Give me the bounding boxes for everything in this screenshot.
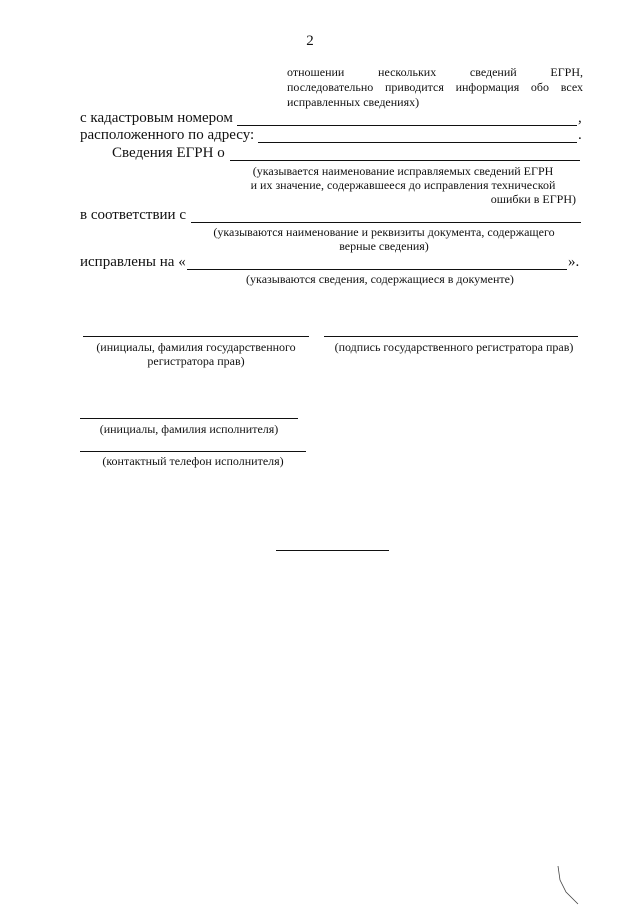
registrar-name-caption xyxy=(83,340,309,368)
corrected-end: ». xyxy=(568,254,580,270)
egrn-info-field[interactable] xyxy=(230,160,580,161)
cadastral-number-end: , xyxy=(578,110,582,126)
accordance-field[interactable] xyxy=(191,222,581,223)
registrar-name-caption-line-1: (инициалы, фамилия государственного xyxy=(96,340,296,354)
address-label: расположенного по адресу: xyxy=(80,127,255,143)
egrn-info-hint xyxy=(222,164,584,206)
egrn-info-hint-line-1: (указывается наименование исправляемых сведений ЕГРН xyxy=(252,164,554,178)
egrn-info-hint-line-2: и их значение, содержавшееся до исправления технической xyxy=(250,178,556,192)
corrected-hint: (указываются сведения, содержащиеся в документе) xyxy=(246,272,514,286)
registrar-signature-caption: (подпись государственного регистратора прав) xyxy=(334,340,574,354)
registrar-name-field[interactable] xyxy=(83,336,309,337)
intro-note xyxy=(287,65,583,110)
page-number: 2 xyxy=(306,33,314,49)
corrected-label: исправлены на « xyxy=(80,254,186,270)
scan-edge-mark xyxy=(552,866,582,905)
closing-separator xyxy=(276,550,389,551)
executor-name-caption: (инициалы, фамилия исполнителя) xyxy=(99,422,279,436)
intro-note-line-3: исправленных сведениях) xyxy=(287,95,420,109)
corrected-field[interactable] xyxy=(187,269,567,270)
cadastral-number-field[interactable] xyxy=(237,125,577,126)
executor-phone-field[interactable] xyxy=(80,451,306,452)
registrar-name-caption-line-2: регистратора прав) xyxy=(147,354,245,368)
address-field[interactable] xyxy=(258,142,577,143)
accordance-hint-line-2: верные сведения) xyxy=(339,239,429,253)
egrn-info-hint-line-3: ошибки в ЕГРН) xyxy=(490,192,576,206)
cadastral-number-label: с кадастровым номером xyxy=(80,110,233,126)
intro-note-line-2: последовательно приводится информация обо всех xyxy=(287,80,583,94)
intro-note-line-1: отношении нескольких сведений ЕГРН, xyxy=(287,65,583,79)
accordance-hint-line-1: (указываются наименование и реквизиты документа, содержащего xyxy=(213,225,555,239)
accordance-label: в соответствии с xyxy=(80,207,186,223)
registrar-signature-field[interactable] xyxy=(324,336,578,337)
accordance-hint xyxy=(188,225,580,253)
egrn-info-label: Сведения ЕГРН о xyxy=(112,145,225,161)
executor-phone-caption: (контактный телефон исполнителя) xyxy=(102,454,284,468)
address-end: . xyxy=(578,127,582,143)
executor-name-field[interactable] xyxy=(80,418,298,419)
